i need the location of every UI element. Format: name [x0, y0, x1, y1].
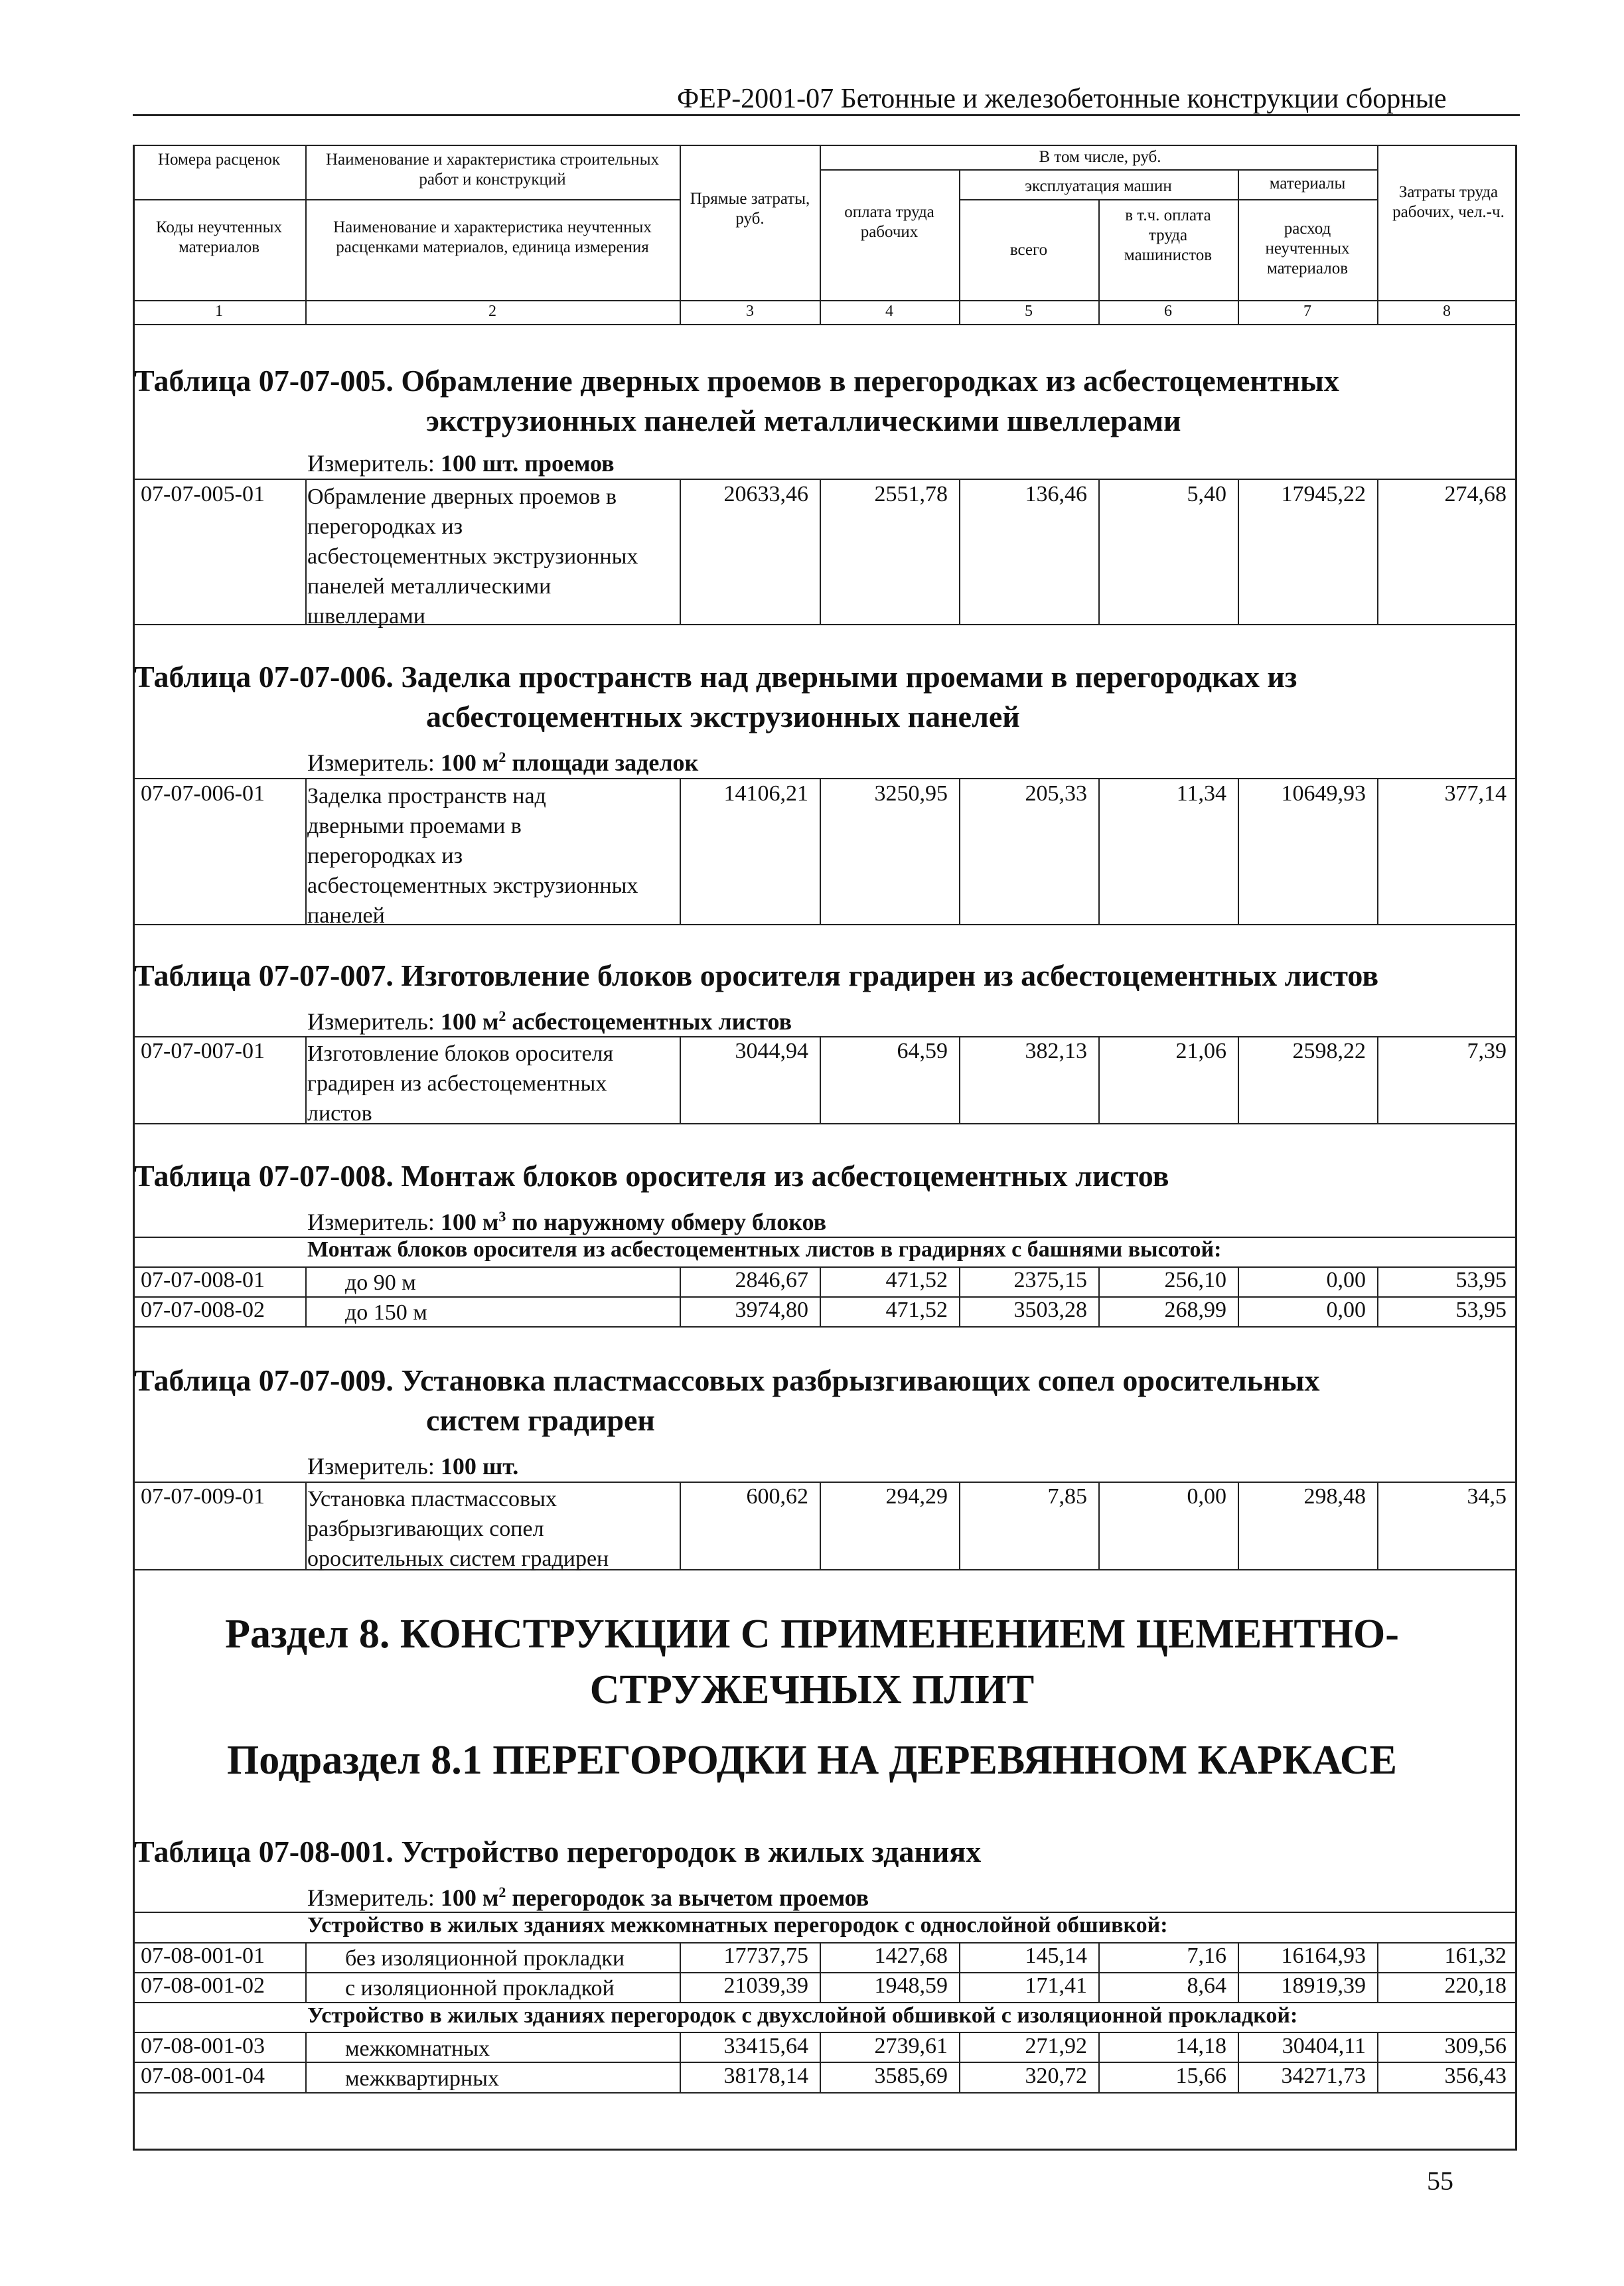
col1-header-materials: Коды неучтенных материалов — [156, 218, 282, 256]
title-line-2: асбестоцементных экструзионных панелей — [426, 700, 1020, 733]
header-bottom-line — [133, 300, 1517, 301]
unit-value: 100 м — [440, 1209, 499, 1235]
materials-header: материалы — [1269, 175, 1346, 192]
rate-description — [307, 482, 638, 631]
cell-line — [1377, 2032, 1378, 2092]
machinists-pay: 21,06 — [1175, 1039, 1226, 1063]
labor-pay: 2551,78 — [874, 482, 948, 506]
machinists-pay: 256,10 — [1164, 1268, 1226, 1292]
cell-line — [305, 479, 307, 624]
desc-line: перегородках из — [307, 844, 463, 868]
labor-hours: 53,95 — [1455, 1268, 1507, 1292]
machines-header: эксплуатация машин — [1025, 177, 1172, 195]
cell-line — [305, 1036, 307, 1123]
unit-tail: по наружному обмеру блоков — [506, 1209, 827, 1235]
colnum-3: 3 — [746, 303, 754, 320]
labor-pay: 471,52 — [885, 1268, 948, 1292]
col5-header: всего — [1009, 241, 1048, 259]
cell-line — [1377, 1266, 1378, 1326]
unit-value: 100 шт. — [440, 1453, 519, 1480]
direct-cost: 600,62 — [746, 1484, 808, 1509]
unit-tail: перегородок за вычетом проемов — [506, 1884, 869, 1911]
machinists-pay: 7,16 — [1187, 1943, 1226, 1968]
col2-header-materials: Наименование и характеристика неучтенных расценками материалов, единица измерения — [333, 218, 652, 256]
cell-line — [820, 1482, 821, 1569]
title-line-1: Таблица 07-07-007. Изготовление блоков оросителя градирен из асбестоцементных листов — [134, 958, 1379, 992]
title-line-2: систем градирен — [426, 1403, 655, 1437]
rate-code: 07-07-009-01 — [141, 1484, 265, 1509]
unit-value: 100 м — [440, 749, 499, 776]
colnum-7: 7 — [1303, 303, 1311, 320]
unit-tail: площади заделок — [506, 749, 699, 776]
materials-cost: 34271,73 — [1281, 2064, 1366, 2088]
title-line-1: Таблица 07-07-009. Установка пластмассовых разбрызгивающих сопел оросительных — [134, 1363, 1320, 1397]
labor-pay: 294,29 — [885, 1484, 948, 1509]
colnum-2: 2 — [488, 303, 496, 320]
unit-exponent: 2 — [498, 1008, 506, 1024]
labor-hours: 53,95 — [1455, 1298, 1507, 1322]
cell-line — [820, 1942, 821, 2002]
cell-line — [1238, 2032, 1239, 2092]
page-number: 55 — [1427, 2166, 1453, 2196]
rate-description — [307, 1484, 609, 1574]
machinists-pay: 14,18 — [1175, 2034, 1226, 2058]
rate-code: 07-08-001-01 — [141, 1943, 265, 1968]
col7-header: расход неучтенных материалов — [1265, 220, 1350, 277]
rate-description: без изоляционной прокладки — [345, 1946, 625, 1971]
colnum-1: 1 — [215, 303, 223, 320]
machinists-pay: 8,64 — [1187, 1973, 1226, 1998]
machines-total: 2375,15 — [1013, 1268, 1087, 1292]
desc-line: градирен из асбестоцементных — [307, 1071, 607, 1096]
machines-total: 320,72 — [1025, 2064, 1087, 2088]
labor-pay: 2739,61 — [874, 2034, 948, 2058]
unit-exponent: 2 — [498, 749, 506, 765]
row-line — [133, 1326, 1517, 1328]
rate-code: 07-07-008-01 — [141, 1268, 265, 1292]
cell-line — [680, 479, 681, 624]
desc-line: панелей — [307, 903, 385, 928]
unit-07-07-008 — [307, 1208, 826, 1236]
labor-pay: 1948,59 — [874, 1973, 948, 1998]
cell-line — [1098, 1482, 1100, 1569]
machinists-pay: 11,34 — [1176, 781, 1226, 806]
header-sub-line — [959, 199, 1377, 200]
header-mid-line-2 — [305, 199, 680, 200]
desc-line: Установка пластмассовых — [307, 1487, 557, 1511]
materials-cost: 298,48 — [1303, 1484, 1366, 1509]
rate-description: межкомнатных — [345, 2036, 490, 2061]
hv-1 — [305, 145, 307, 324]
labor-hours: 34,5 — [1467, 1484, 1507, 1509]
direct-cost: 33415,64 — [723, 2034, 808, 2058]
cell-line — [680, 2032, 681, 2092]
table-07-07-007-title — [134, 956, 1378, 996]
cell-line — [1098, 1942, 1100, 2002]
labor-hours: 161,32 — [1444, 1943, 1507, 1968]
machinists-pay: 0,00 — [1187, 1484, 1226, 1509]
cell-line — [820, 1266, 821, 1326]
materials-cost: 18919,39 — [1281, 1973, 1366, 1998]
cell-line — [1098, 1036, 1100, 1123]
labor-hours: 356,43 — [1444, 2064, 1507, 2088]
cell-line — [1377, 1942, 1378, 2002]
col3-header: Прямые затраты, руб. — [690, 190, 810, 228]
colnum-4: 4 — [885, 303, 893, 320]
cell-line — [959, 1942, 960, 2002]
unit-label: Измеритель: — [307, 450, 441, 477]
desc-line: асбестоцементных экструзионных — [307, 874, 638, 898]
unit-07-07-006 — [307, 749, 698, 777]
desc-line: панелей металлическими — [307, 574, 552, 599]
cell-line — [680, 1482, 681, 1569]
rate-description: с изоляционной прокладкой — [345, 1976, 615, 2001]
labor-pay: 64,59 — [897, 1039, 948, 1063]
cell-line — [1377, 1036, 1378, 1123]
rate-code: 07-07-005-01 — [141, 482, 265, 506]
desc-line: разбрызгивающих сопел — [307, 1517, 544, 1541]
desc-line: Изготовление блоков оросителя — [307, 1041, 614, 1066]
desc-line: перегородках из — [307, 514, 463, 539]
cell-line — [680, 1266, 681, 1326]
hv-5 — [1098, 199, 1100, 324]
rate-description — [307, 1039, 613, 1128]
hv-7 — [1377, 145, 1378, 324]
rate-code: 07-08-001-04 — [141, 2064, 265, 2088]
labor-pay: 3585,69 — [874, 2064, 948, 2088]
colnum-5: 5 — [1025, 303, 1033, 320]
header-incl-line — [820, 169, 1377, 171]
col4-header: оплата труда рабочих — [844, 203, 934, 241]
section-line-1: Раздел 8. КОНСТРУКЦИИ С ПРИМЕНЕНИЕМ ЦЕМЕНТНО- — [225, 1612, 1399, 1657]
incl-header: В том числе, руб. — [1039, 148, 1161, 166]
desc-line: оросительных систем градирен — [307, 1547, 609, 1571]
row-line — [133, 1482, 1517, 1483]
hv-2 — [680, 145, 681, 324]
cell-line — [1098, 778, 1100, 924]
page-header-title: ФЕР-2001-07 Бетонные и железобетонные конструкции сборные — [677, 84, 1447, 114]
machinists-pay: 5,40 — [1187, 482, 1226, 506]
desc-line: листов — [307, 1101, 372, 1126]
unit-label: Измеритель: — [307, 749, 441, 776]
table-07-07-005-title — [134, 361, 1339, 441]
unit-label: Измеритель: — [307, 1453, 441, 1480]
table-07-07-006-title — [134, 657, 1297, 737]
direct-cost: 38178,14 — [723, 2064, 808, 2088]
header-top-line — [133, 145, 1517, 146]
materials-cost: 30404,11 — [1282, 2034, 1366, 2058]
cell-line — [1098, 479, 1100, 624]
cell-line — [680, 1036, 681, 1123]
machinists-pay: 268,99 — [1164, 1298, 1226, 1322]
table-07-07-009-title — [134, 1361, 1320, 1440]
cell-line — [820, 479, 821, 624]
machines-total: 7,85 — [1047, 1484, 1087, 1509]
materials-cost: 16164,93 — [1281, 1943, 1366, 1968]
header-mid-line-1 — [133, 199, 305, 200]
col6-header: в т.ч. оплата труда машинистов — [1124, 206, 1213, 264]
rate-code: 07-07-007-01 — [141, 1039, 265, 1063]
cell-line — [1238, 1266, 1239, 1326]
rate-code: 07-07-006-01 — [141, 781, 265, 806]
rate-code: 07-07-008-02 — [141, 1298, 265, 1322]
desc-line: асбестоцементных экструзионных — [307, 544, 638, 569]
cell-line — [820, 1036, 821, 1123]
machines-total: 145,14 — [1025, 1943, 1087, 1968]
cell-line — [1238, 1942, 1239, 2002]
unit-value: 100 м — [440, 1884, 499, 1911]
cell-line — [1377, 479, 1378, 624]
cell-line — [820, 2032, 821, 2092]
cell-line — [959, 1036, 960, 1123]
section-title — [0, 1606, 1624, 1718]
cell-line — [680, 1942, 681, 2002]
materials-cost: 0,00 — [1326, 1268, 1366, 1292]
title-line-1: Таблица 07-07-006. Заделка пространств над дверными проемами в перегородках из — [134, 660, 1297, 694]
title-line-1: Таблица 07-07-008. Монтаж блоков оросителя из асбестоцементных листов — [134, 1159, 1169, 1193]
title-line-2: экструзионных панелей металлическими швеллерами — [426, 404, 1181, 437]
cell-line — [305, 778, 307, 924]
direct-cost: 20633,46 — [723, 482, 808, 506]
machines-total: 136,46 — [1025, 482, 1087, 506]
cell-line — [1377, 1482, 1378, 1569]
unit-value: 100 шт. проемов — [440, 450, 615, 477]
cell-line — [959, 479, 960, 624]
cell-line — [959, 1266, 960, 1326]
hv-3 — [820, 145, 821, 324]
labor-pay: 1427,68 — [874, 1943, 948, 1968]
desc-line: дверными проемами в — [307, 814, 522, 838]
row-line — [133, 2032, 1517, 2033]
labor-hours: 377,14 — [1444, 781, 1507, 806]
direct-cost: 14106,21 — [723, 781, 808, 806]
direct-cost: 3974,80 — [735, 1298, 808, 1322]
cell-line — [1098, 1266, 1100, 1326]
hv-6 — [1238, 169, 1239, 324]
desc-line: Обрамление дверных проемов в — [307, 485, 617, 509]
labor-pay: 471,52 — [885, 1298, 948, 1322]
cell-line — [1238, 479, 1239, 624]
subsection-title: Подраздел 8.1 ПЕРЕГОРОДКИ НА ДЕРЕВЯННОМ КАРКАСЕ — [226, 1738, 1397, 1783]
colnum-8: 8 — [1443, 303, 1451, 320]
labor-pay: 3250,95 — [874, 781, 948, 806]
cell-line — [959, 778, 960, 924]
cell-line — [959, 1482, 960, 1569]
labor-hours: 220,18 — [1444, 1973, 1507, 1998]
colnum-6: 6 — [1164, 303, 1172, 320]
machines-total: 205,33 — [1025, 781, 1087, 806]
unit-07-07-007 — [307, 1008, 792, 1035]
rate-description: до 90 м — [345, 1270, 416, 1295]
cell-line — [305, 1482, 307, 1569]
unit-exponent: 3 — [498, 1208, 506, 1225]
col1-header: Номера расценок — [157, 151, 281, 169]
cell-line — [1238, 778, 1239, 924]
row-line — [133, 1036, 1517, 1037]
cell-line — [1238, 1036, 1239, 1123]
col8-header: Затраты труда рабочих, чел.-ч. — [1392, 183, 1505, 221]
cell-line — [305, 1942, 307, 2002]
group-heading: Устройство в жилых зданиях межкомнатных перегородок с однослойной обшивкой: — [307, 1913, 1168, 1938]
title-line-1: Таблица 07-07-005. Обрамление дверных проемов в перегородках из асбестоцементных — [134, 364, 1339, 398]
unit-value: 100 м — [440, 1008, 499, 1035]
direct-cost: 2846,67 — [735, 1268, 808, 1292]
rate-description — [307, 781, 638, 931]
machines-total: 171,41 — [1025, 1973, 1087, 1998]
direct-cost: 17737,75 — [723, 1943, 808, 1968]
cell-line — [959, 2032, 960, 2092]
unit-07-07-009 — [307, 1452, 518, 1480]
direct-cost: 21039,39 — [723, 1973, 808, 1998]
row-line — [133, 778, 1517, 779]
section-line-2: СТРУЖЕЧНЫХ ПЛИТ — [589, 1667, 1035, 1713]
unit-label: Измеритель: — [307, 1209, 441, 1235]
labor-hours: 274,68 — [1444, 482, 1507, 506]
machines-total: 3503,28 — [1013, 1298, 1087, 1322]
cell-line — [1098, 2032, 1100, 2092]
machinists-pay: 15,66 — [1175, 2064, 1226, 2088]
cell-line — [305, 1266, 307, 1326]
unit-exponent: 2 — [498, 1884, 506, 1900]
group-heading: Монтаж блоков оросителя из асбестоцементных листов в градирнях с башнями высотой: — [307, 1237, 1222, 1262]
rate-code: 07-08-001-03 — [141, 2034, 265, 2058]
group-heading: Устройство в жилых зданиях перегородок с двухслойной обшивкой с изоляционной прокладкой: — [307, 2003, 1298, 2028]
machines-total: 382,13 — [1025, 1039, 1087, 1063]
table-07-07-008-title — [134, 1156, 1169, 1196]
unit-07-07-005 — [307, 449, 615, 477]
row-line — [133, 479, 1517, 480]
materials-cost: 2598,22 — [1292, 1039, 1366, 1063]
row-line — [133, 2062, 1517, 2063]
desc-line: Заделка пространств над — [307, 784, 546, 808]
rate-description: до 150 м — [345, 1300, 427, 1325]
title-line-1: Таблица 07-08-001. Устройство перегородок в жилых зданиях — [134, 1835, 982, 1868]
machines-total: 271,92 — [1025, 2034, 1087, 2058]
col2-header: Наименование и характеристика строительных работ и конструкций — [325, 151, 659, 189]
colnum-bottom-line — [133, 324, 1517, 325]
direct-cost: 3044,94 — [735, 1039, 808, 1063]
row-line — [133, 2092, 1517, 2094]
unit-label: Измеритель: — [307, 1884, 441, 1911]
cell-line — [305, 2032, 307, 2092]
desc-line: швеллерами — [307, 604, 425, 629]
materials-cost: 17945,22 — [1281, 482, 1366, 506]
materials-cost: 10649,93 — [1281, 781, 1366, 806]
unit-tail: асбестоцементных листов — [506, 1008, 792, 1035]
rate-description: межквартирных — [345, 2066, 499, 2091]
header-rule — [133, 114, 1520, 116]
cell-line — [820, 778, 821, 924]
table-07-08-001-title — [134, 1832, 981, 1872]
materials-cost: 0,00 — [1326, 1298, 1366, 1322]
hv-4 — [959, 169, 960, 324]
rate-code: 07-08-001-02 — [141, 1973, 265, 1998]
cell-line — [1377, 778, 1378, 924]
cell-line — [680, 778, 681, 924]
labor-hours: 309,56 — [1444, 2034, 1507, 2058]
labor-hours: 7,39 — [1467, 1039, 1507, 1063]
unit-07-08-001 — [307, 1884, 869, 1912]
unit-label: Измеритель: — [307, 1008, 441, 1035]
cell-line — [1238, 1482, 1239, 1569]
